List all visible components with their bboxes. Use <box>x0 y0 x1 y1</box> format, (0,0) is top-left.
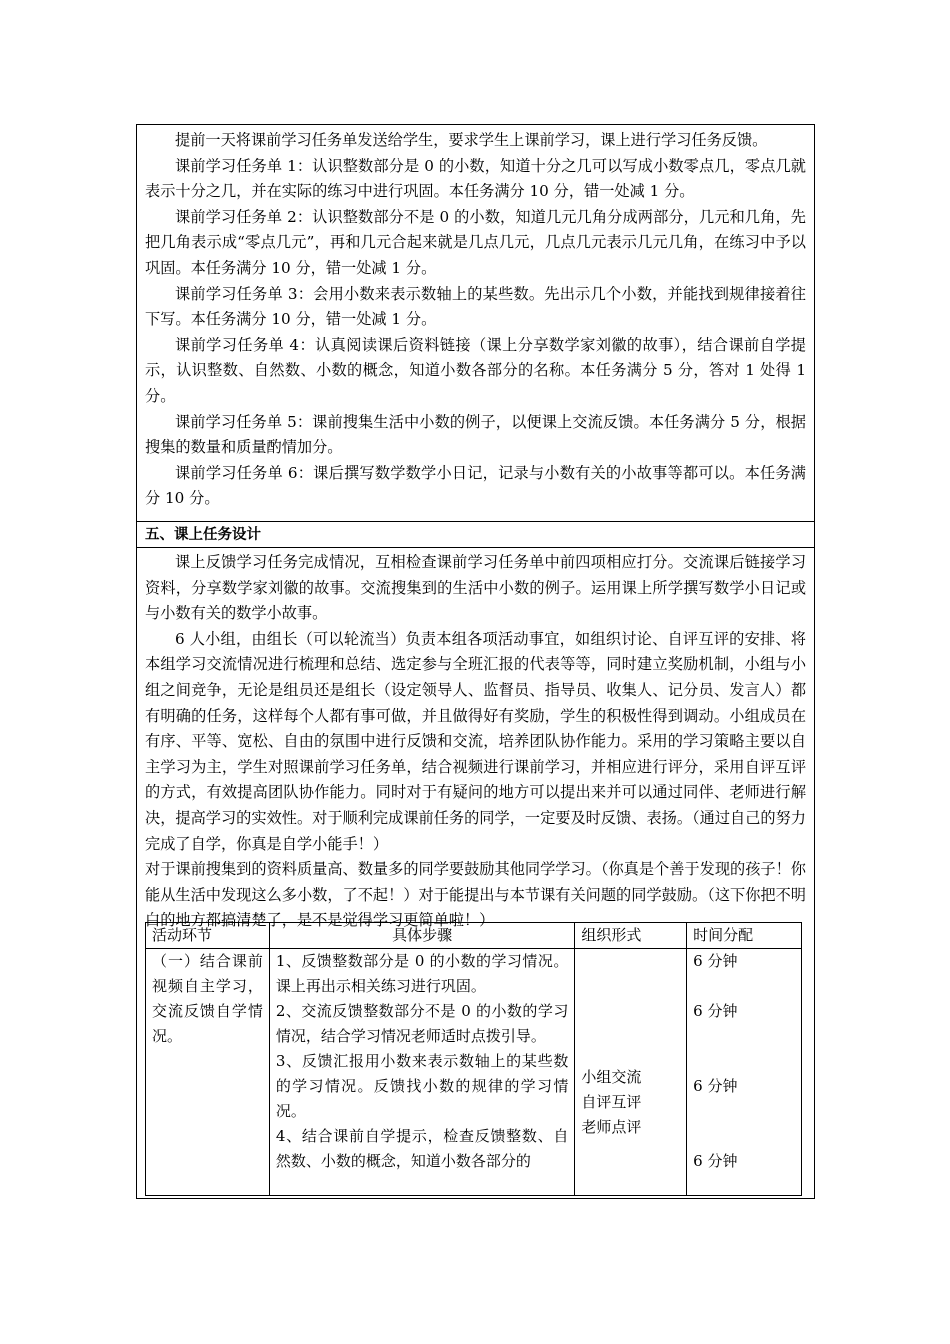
section-5-body <box>137 548 814 1198</box>
task-sheet-4: 课前学习任务单 4：认真阅读课后资料链接（课上分享数学家刘徽的故事），结合课前自学提示，认识整数、自然数、小数的概念，知道小数各部分的名称。本任务满分 5 分，答对 1 处得 1 分。 <box>145 335 806 405</box>
section-5-header <box>137 522 814 548</box>
step-item: 3、反馈汇报用小数来表示数轴上的某些数的学习情况。反馈找小数的规律的学习情况。 <box>275 1052 569 1120</box>
time-cell <box>687 949 802 1196</box>
time-item: 6 分钟 <box>693 1002 738 1020</box>
task-sheet-6: 课前学习任务单 6：课后撰写数学数学小日记，记录与小数有关的小故事等都可以。本任务满分 10 分。 <box>145 463 806 508</box>
activity-stage-cell <box>146 949 270 1196</box>
header-steps: 具体步骤 <box>269 923 574 949</box>
activity-stage-text: （一）结合课前视频自主学习，交流反馈自学情况。 <box>152 952 263 1045</box>
header-activity-stage: 活动环节 <box>146 923 270 949</box>
step-item: 4、结合课前自学提示，检查反馈整数、自然数、小数的概念，知道小数各部分的 <box>275 1127 569 1170</box>
section-5-paragraph-1: 课上反馈学习任务完成情况，互相检查课前学习任务单中前四项相应打分。交流课后链接学习资料，分享数学家刘徽的故事。交流搜集到的生活中小数的例子。运用课上所学撰写数学小日记或与小数有关的数学小故事。 <box>145 553 806 623</box>
task-sheet-1: 课前学习任务单 1：认识整数部分是 0 的小数，知道十分之几可以写成小数零点几，零点几就表示十分之几，并在实际的练习中进行巩固。本任务满分 10 分，错一处减 1 分。 <box>145 156 806 201</box>
section-5-paragraph-3: 对于课前搜集到的资料质量高、数量多的同学要鼓励其他同学学习。（你真是个善于发现的孩子！你能从生活中发现这么多小数，了不起！）对于能提出与本节课有关问题的同学鼓励。（这下你把不明白的地方都搞清楚了，是不是觉得学习更简单啦！） <box>145 860 806 930</box>
header-time: 时间分配 <box>687 923 802 949</box>
main-table <box>136 124 815 1199</box>
table-row <box>146 949 802 1196</box>
header-organization: 组织形式 <box>575 923 687 949</box>
steps-cell <box>269 949 574 1196</box>
organization-item: 小组交流 <box>581 1067 642 1086</box>
time-item: 6 分钟 <box>693 1152 738 1170</box>
task-sheet-3: 课前学习任务单 3：会用小数来表示数轴上的某些数。先出示几个小数，并能找到规律接着往下写。本任务满分 10 分，错一处减 1 分。 <box>145 284 806 329</box>
time-item: 6 分钟 <box>693 952 738 970</box>
step-item: 1、反馈整数部分是 0 的小数的学习情况。课上再出示相关练习进行巩固。 <box>275 952 569 995</box>
activity-table-header-row <box>146 923 802 949</box>
section-5-paragraph-2: 6 人小组，由组长（可以轮流当）负责本组各项活动事宜，如组织讨论、自评互评的安排、将本组学习交流情况进行梳理和总结、选定参与全班汇报的代表等等，同时建立奖励机制，小组与小组之间竞争，无论是组员还是组长（设定领导人、监督员、指导员、收集人、记分员、发言人）都有明确的任务，这样每个人都有事可做，并且做得好有奖励，学生的积极性得到调动。小组成员在有序、平等、宽松、自由的氛围中进行反馈和交流，培养团队协作能力。采用的学习策略主要以自主学习为主，学生对照课前学习任务单，结合视频进行课前学习，并相应进行评分，采用自评互评的方式，有效提高团队协作能力。同时对于有疑问的地方可以提出来并可以通过同伴、老师进行解决，提高学习的实效性。对于顺利完成课前任务的同学，一定要及时反馈、表扬。（通过自己的努力完成了自学，你真是自学小能手！） <box>145 629 806 853</box>
activity-table <box>145 922 802 1196</box>
organization-item: 老师点评 <box>581 1117 642 1136</box>
step-item: 2、交流反馈整数部分不是 0 的小数的学习情况，结合学习情况老师适时点拨引导。 <box>275 1002 569 1045</box>
task-sheet-2: 课前学习任务单 2：认识整数部分不是 0 的小数，知道几元几角分成两部分，几元和几角，先把几角表示成“零点几元”，再和几元合起来就是几点几元，几点几元表示几元几角，在练习中予以巩固。本任务满分 10 分，错一处减 1 分。 <box>145 207 806 277</box>
organization-item: 自评互评 <box>581 1092 642 1111</box>
pre-class-paragraph: 提前一天将课前学习任务单发送给学生，要求学生上课前学习，课上进行学习任务反馈。 <box>175 131 768 149</box>
section-5-title: 五、课上任务设计 <box>145 527 261 543</box>
task-sheet-5: 课前学习任务单 5：课前搜集生活中小数的例子，以便课上交流反馈。本任务满分 5 分，根据搜集的数量和质量酌情加分。 <box>145 412 806 457</box>
organization-cell <box>575 949 687 1196</box>
time-item: 6 分钟 <box>693 1077 738 1095</box>
pre-class-section <box>137 125 814 522</box>
